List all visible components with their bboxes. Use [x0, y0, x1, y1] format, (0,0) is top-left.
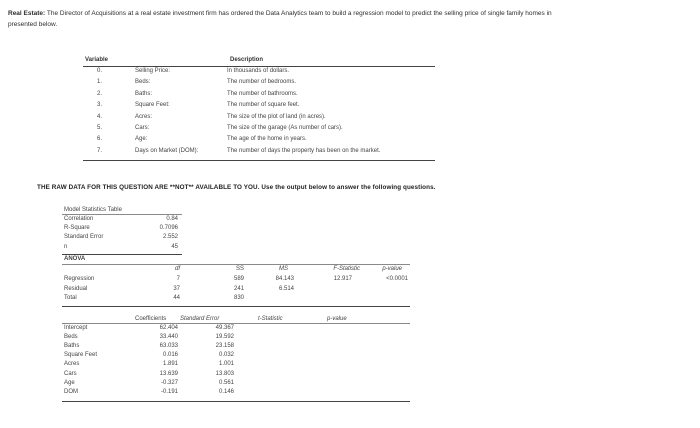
- p-header: p-value: [327, 316, 347, 322]
- variable-description: The size of the plot of land (in acres).: [227, 113, 326, 120]
- anova-ms-header: MS: [279, 266, 288, 272]
- variable-number: 5.: [97, 125, 103, 131]
- coef-top-rule: [62, 323, 410, 324]
- variable-number: 6.: [97, 136, 103, 143]
- variable-name: Beds:: [135, 79, 151, 86]
- se-value: 49.367: [215, 325, 234, 331]
- variables-bottom-rule: [83, 160, 435, 161]
- variable-number: 2.: [97, 90, 103, 97]
- anova-ss: 589: [233, 276, 244, 282]
- model-stat-value: 0.7096: [159, 225, 178, 232]
- se-value: 23.158: [215, 343, 234, 350]
- variable-name: Days on Market (DOM):: [135, 147, 199, 154]
- variable-number: 3.: [97, 102, 103, 109]
- anova-ss-header: SS: [235, 266, 244, 272]
- se-value: 13.803: [215, 370, 234, 377]
- variable-name: Baths:: [135, 90, 153, 97]
- notice-text: THE RAW DATA FOR THIS QUESTION ARE **NOT** AVAILABLE TO YOU. Use the output below to answer the following questions.: [37, 184, 436, 191]
- intro-text: The Director of Acquisitions at a real estate investment firm has ordered the Data Analytics team to build a regression model to predict the selling price of single family homes in: [46, 10, 552, 17]
- anova-f: 12.917: [333, 276, 352, 282]
- variable-name: Square Feet:: [135, 102, 170, 109]
- variable-name: Acres:: [135, 113, 153, 120]
- anova-p-header: p-value: [382, 266, 402, 272]
- description-header: Description: [230, 57, 264, 63]
- model-stat-label: Standard Error: [64, 234, 104, 241]
- coef-value: 63.033: [159, 343, 178, 350]
- anova-bottom-rule: [62, 306, 410, 307]
- model-stats-top-rule: [62, 214, 182, 215]
- coef-row-label: Baths: [64, 343, 80, 350]
- anova-title: ANOVA: [64, 256, 86, 262]
- variable-number: 4.: [97, 113, 103, 120]
- coef-value: -0.327: [160, 379, 178, 386]
- coef-row-label: Cars: [64, 370, 77, 377]
- variable-description: The size of the garage (As number of cars).: [227, 125, 343, 131]
- variable-description: The number of bedrooms.: [227, 79, 297, 86]
- se-value: 19.592: [215, 334, 234, 341]
- model-stat-label: n: [64, 243, 68, 250]
- variable-description: The number of bathrooms.: [227, 90, 298, 97]
- se-value: 0.146: [218, 388, 234, 395]
- coef-value: 13.639: [159, 370, 178, 377]
- se-value: 0.032: [218, 352, 234, 359]
- variable-description: The number of days the property has been on the market.: [227, 147, 381, 154]
- anova-top-rule: [62, 264, 410, 265]
- coef-header: Coefficients: [135, 316, 167, 322]
- anova-row-label: Residual: [64, 285, 88, 292]
- t-header: t-Statistic: [258, 316, 283, 322]
- model-stat-label: Correlation: [64, 216, 94, 222]
- anova-f-header: F-Statistic: [333, 266, 360, 272]
- anova-df-header: df: [174, 266, 180, 272]
- variable-number: 0.: [97, 68, 103, 74]
- variable-description: The number of square feet.: [227, 102, 300, 109]
- model-stat-value: 2.552: [162, 234, 178, 241]
- variable-description: The age of the home in years.: [227, 136, 307, 143]
- model-stat-label: R-Square: [64, 225, 90, 232]
- coef-row-label: DOM: [64, 388, 78, 395]
- coef-row-label: Acres: [64, 361, 80, 368]
- variable-name: Selling Price:: [135, 68, 171, 74]
- coef-row-label: Intercept: [64, 325, 88, 331]
- model-stat-value: 45: [171, 243, 178, 250]
- intro-lead: Real Estate:: [8, 10, 46, 17]
- variable-name: Cars:: [135, 125, 150, 131]
- anova-row-label: Total: [64, 295, 77, 301]
- coef-row-label: Beds: [64, 334, 78, 341]
- anova-p: <0.0001: [386, 276, 408, 282]
- se-value: 1.001: [218, 361, 234, 368]
- model-stats-title: Model Statistics Table: [64, 207, 122, 213]
- model-stat-value: 0.84: [166, 216, 178, 222]
- variable-description: In thousands of dollars.: [227, 68, 290, 74]
- anova-df: 7: [176, 276, 180, 282]
- anova-row-label: Regression: [64, 276, 95, 282]
- variable-number: 7.: [97, 147, 103, 154]
- variable-name: Age:: [135, 136, 148, 143]
- se-header: Standard Error: [180, 316, 220, 322]
- anova-df: 44: [173, 295, 180, 301]
- anova-ms: 6.514: [278, 285, 294, 292]
- coef-value: 62.404: [159, 325, 178, 331]
- coef-value: 0.016: [162, 352, 178, 359]
- anova-ss: 830: [233, 295, 244, 301]
- variable-header: Variable: [85, 57, 109, 63]
- intro-paragraph: [8, 8, 698, 30]
- anova-ms: 84.143: [275, 276, 294, 282]
- coef-row-label: Age: [64, 379, 75, 386]
- coef-value: -0.191: [160, 388, 178, 395]
- coef-row-label: Square Feet: [64, 352, 98, 359]
- anova-df: 37: [173, 285, 180, 292]
- variable-number: 1.: [97, 79, 103, 86]
- coef-value: 33.440: [159, 334, 178, 341]
- coef-bottom-rule: [62, 401, 410, 402]
- coef-value: 1.891: [162, 361, 178, 368]
- intro-text-2: presented below.: [8, 21, 58, 28]
- anova-ss: 241: [233, 285, 244, 292]
- se-value: 0.561: [218, 379, 234, 386]
